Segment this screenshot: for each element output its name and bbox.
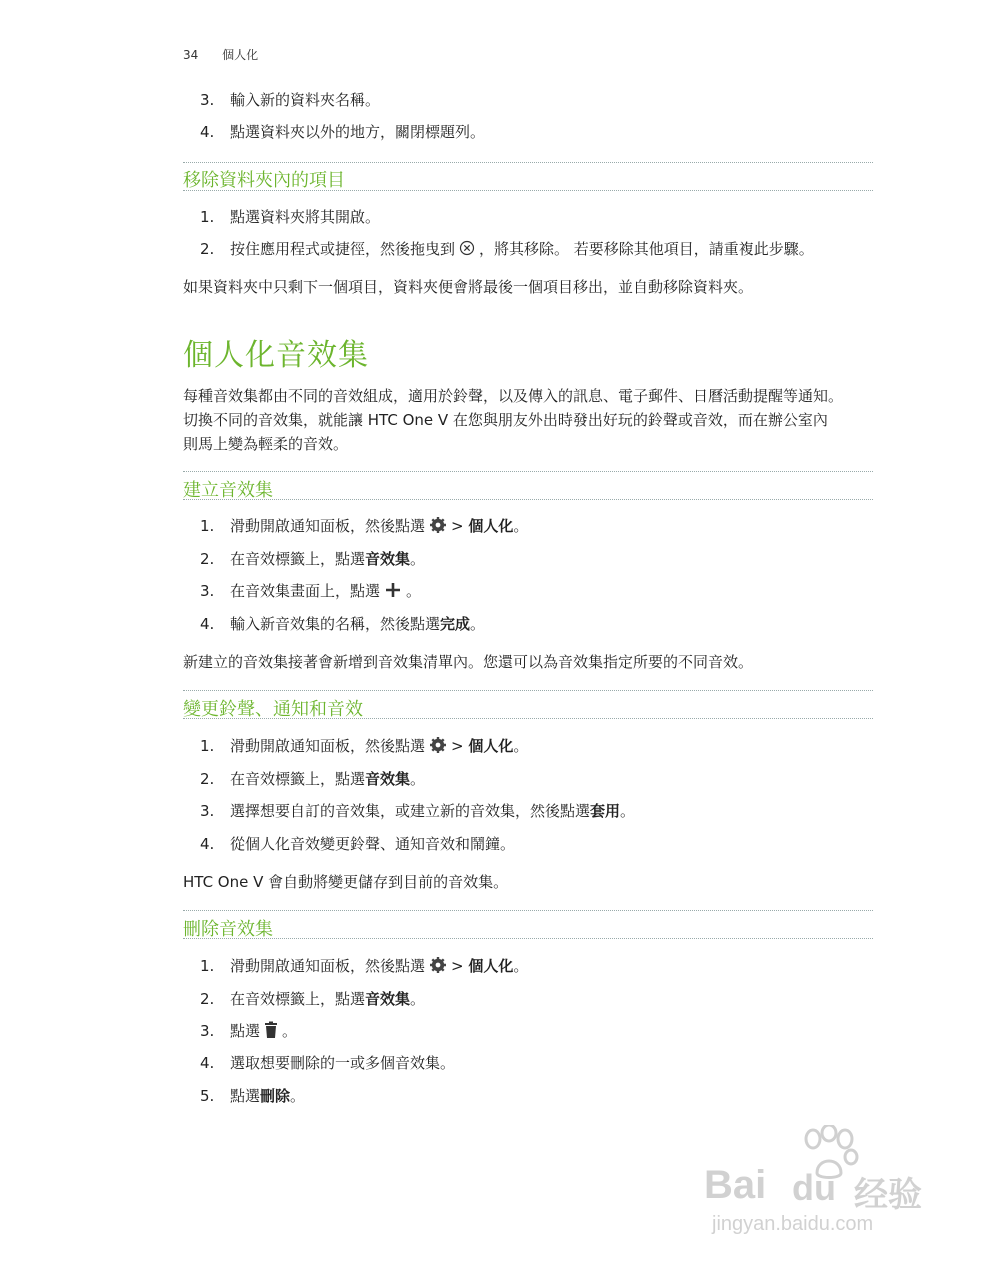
step-end: 。	[282, 1022, 298, 1040]
step-end: 。	[620, 802, 636, 820]
watermark-cn: 经验	[854, 1176, 922, 1214]
step-bold: 音效集	[365, 550, 411, 568]
section-title: 刪除音效集	[183, 919, 273, 940]
divider	[183, 190, 873, 191]
step-text: 在音效標籤上，點選	[230, 990, 366, 1008]
step-bold: 音效集	[365, 990, 411, 1008]
step-number: 1.	[200, 517, 215, 535]
list-item	[200, 768, 425, 789]
watermark-brand: Bai	[704, 1163, 767, 1207]
step-number: 3.	[200, 802, 215, 820]
note-paragraph: 如果資料夾中只剩下一個項目，資料夾便會將最後一個項目移出，並自動移除資料夾。	[183, 278, 754, 296]
running-head	[183, 46, 258, 63]
list-item	[200, 833, 515, 854]
step-number: 1.	[200, 208, 215, 226]
page-number: 34	[183, 48, 199, 62]
watermark-url: jingyan.baidu.com	[712, 1213, 874, 1235]
step-bold: 個人化	[468, 737, 514, 755]
step-number: 4.	[200, 615, 215, 633]
step-number: 2.	[200, 240, 215, 258]
note-paragraph: HTC One V 會自動將變更儲存到目前的音效集。	[183, 873, 509, 891]
step-number: 1.	[200, 737, 215, 755]
step-end: 。	[410, 990, 426, 1008]
list-item	[200, 121, 485, 142]
list-item	[200, 1085, 305, 1106]
step-number: 4.	[200, 835, 215, 853]
gt-symbol: >	[451, 737, 464, 755]
step-text: 在音效標籤上，點選	[230, 550, 366, 568]
list-item	[200, 206, 380, 227]
step-text: 在音效標籤上，點選	[230, 770, 366, 788]
step-end: 。	[406, 582, 422, 600]
step-number: 1.	[200, 957, 215, 975]
step-text: 點選資料夾將其開啟。	[230, 208, 381, 226]
step-bold: 完成	[440, 615, 471, 633]
step-text: ，將其移除。 若要移除其他項目，請重複此步驟。	[479, 240, 814, 258]
step-text: 在音效集畫面上，點選	[230, 582, 381, 600]
step-bold: 個人化	[468, 957, 514, 975]
step-text: 滑動開啟通知面板，然後點選	[230, 517, 426, 535]
step-text: 從個人化音效變更鈴聲、通知音效和鬧鐘。	[230, 835, 516, 853]
step-text: 按住應用程式或捷徑，然後拖曳到	[230, 240, 456, 258]
divider	[183, 718, 873, 719]
step-text: 輸入新音效集的名稱，然後點選	[230, 615, 441, 633]
step-end: 。	[513, 737, 529, 755]
chapter-title: 個人化音效集	[183, 338, 369, 373]
step-text: 滑動開啟通知面板，然後點選	[230, 957, 426, 975]
gt-symbol: >	[451, 957, 464, 975]
gt-symbol: >	[451, 517, 464, 535]
list-item	[200, 515, 528, 538]
step-end: 。	[290, 1087, 306, 1105]
list-item	[200, 89, 380, 110]
list-item	[200, 955, 528, 978]
step-end: 。	[513, 957, 529, 975]
step-bold: 音效集	[365, 770, 411, 788]
step-end: 。	[410, 550, 426, 568]
settings-gear-icon	[429, 516, 447, 538]
list-item	[200, 1052, 455, 1073]
step-bold: 個人化	[468, 517, 514, 535]
step-end: 。	[513, 517, 529, 535]
section-title: 變更鈴聲、通知和音效	[183, 699, 363, 720]
step-number: 3.	[200, 1022, 215, 1040]
step-bold: 套用	[590, 802, 621, 820]
divider	[183, 499, 873, 500]
chapter-label: 個人化	[222, 48, 259, 62]
plus-icon	[384, 581, 402, 603]
intro-line: 則馬上變為輕柔的音效。	[183, 435, 349, 453]
step-text: 點選	[230, 1087, 261, 1105]
step-text: 選擇想要自訂的音效集，或建立新的音效集，然後點選	[230, 802, 591, 820]
step-number: 5.	[200, 1087, 215, 1105]
step-text: 輸入新的資料夾名稱。	[230, 91, 381, 109]
step-number: 3.	[200, 91, 215, 109]
step-end: 。	[410, 770, 426, 788]
step-end: 。	[470, 615, 486, 633]
list-item	[200, 735, 528, 758]
step-bold: 刪除	[260, 1087, 291, 1105]
step-number: 4.	[200, 123, 215, 141]
divider	[183, 910, 873, 911]
remove-circle-icon	[459, 240, 475, 260]
watermark-brand2: du	[792, 1167, 836, 1208]
step-number: 2.	[200, 550, 215, 568]
step-number: 2.	[200, 990, 215, 1008]
list-item	[200, 613, 485, 634]
step-number: 3.	[200, 582, 215, 600]
settings-gear-icon	[429, 956, 447, 978]
list-item	[200, 800, 635, 821]
step-text: 點選資料夾以外的地方，關閉標題列。	[230, 123, 486, 141]
step-number: 2.	[200, 770, 215, 788]
list-item	[200, 1020, 297, 1043]
intro-line: 每種音效集都由不同的音效組成，適用於鈴聲，以及傳入的訊息、電子郵件、日曆活動提醒等通知。	[183, 387, 844, 405]
trash-icon	[264, 1021, 278, 1043]
list-item	[200, 580, 421, 603]
section-title: 建立音效集	[183, 480, 273, 501]
baidu-watermark	[704, 1125, 934, 1235]
step-text: 滑動開啟通知面板，然後點選	[230, 737, 426, 755]
list-item	[200, 988, 425, 1009]
note-paragraph: 新建立的音效集接著會新增到音效集清單內。您還可以為音效集指定所要的不同音效。	[183, 653, 754, 671]
list-item	[200, 238, 814, 260]
intro-line: 切換不同的音效集，就能讓 HTC One V 在您與朋友外出時發出好玩的鈴聲或音效，而在辦公室內	[183, 411, 828, 429]
divider	[183, 690, 873, 691]
settings-gear-icon	[429, 736, 447, 758]
step-number: 4.	[200, 1054, 215, 1072]
list-item	[200, 548, 425, 569]
step-text: 點選	[230, 1022, 261, 1040]
section-title: 移除資料夾內的項目	[183, 170, 345, 191]
step-text: 選取想要刪除的一或多個音效集。	[230, 1054, 456, 1072]
divider	[183, 471, 873, 472]
divider	[183, 162, 873, 163]
divider	[183, 938, 873, 939]
